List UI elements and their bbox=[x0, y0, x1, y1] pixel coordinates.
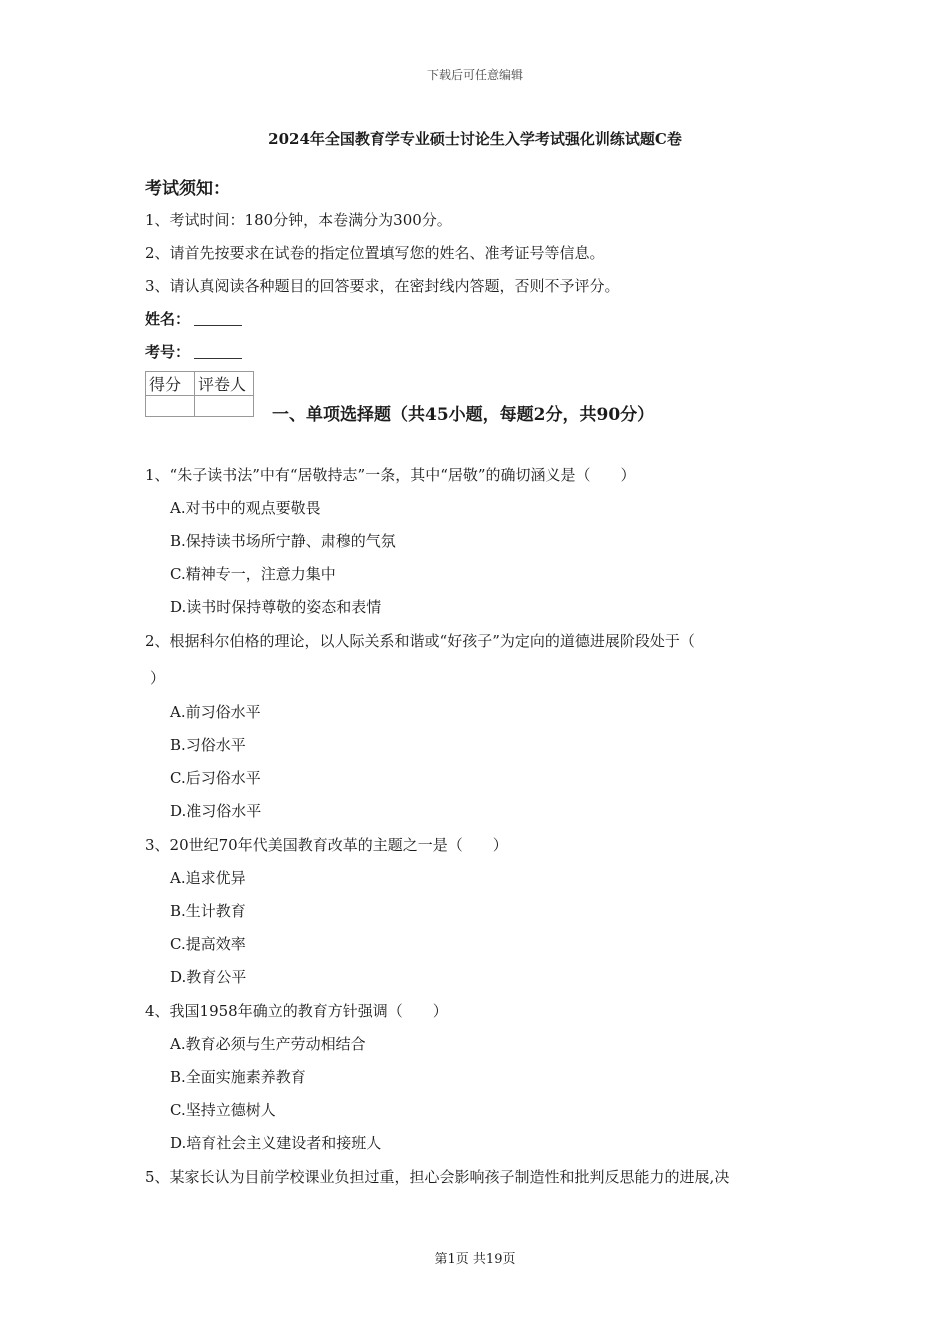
page-header: 下载后可任意编辑 bbox=[426, 68, 523, 82]
option-3b: B.生计教育 bbox=[170, 902, 246, 920]
option-4a: A.教育必须与生产劳动相结合 bbox=[170, 1035, 366, 1053]
notice-heading: 考试须知： bbox=[145, 179, 230, 199]
question-2-cont: ） bbox=[150, 669, 166, 687]
score-header: 得分 bbox=[146, 372, 195, 396]
option-1b: B.保持读书场所宁静、肃穆的气氛 bbox=[170, 532, 396, 550]
name-field bbox=[145, 308, 242, 329]
id-blank[interactable] bbox=[194, 343, 242, 359]
section-title: 一、单项选择题（共45小题，每题2分，共90分） bbox=[272, 405, 655, 425]
grader-table bbox=[145, 371, 254, 417]
page-footer: 第1页 共19页 bbox=[434, 1252, 516, 1267]
option-1a: A.对书中的观点要敬畏 bbox=[170, 499, 321, 517]
name-label: 姓名： bbox=[145, 310, 191, 328]
score-cell[interactable] bbox=[146, 396, 195, 417]
question-5: 5、某家长认为目前学校课业负担过重，担心会影响孩子制造性和批判反思能力的进展,决 bbox=[145, 1168, 730, 1186]
question-3: 3、20世纪70年代美国教育改革的主题之一是（ ） bbox=[145, 836, 508, 854]
option-2c: C.后习俗水平 bbox=[170, 769, 261, 787]
option-3d: D.教育公平 bbox=[170, 968, 247, 986]
option-1c: C.精神专一，注意力集中 bbox=[170, 565, 336, 583]
name-blank[interactable] bbox=[194, 310, 242, 326]
question-4: 4、我国1958年确立的教育方针强调（ ） bbox=[145, 1002, 448, 1020]
option-2d: D.准习俗水平 bbox=[170, 802, 262, 820]
option-2a: A.前习俗水平 bbox=[170, 703, 261, 721]
option-3a: A.追求优异 bbox=[170, 869, 246, 887]
grader-header: 评卷人 bbox=[195, 372, 254, 396]
option-4b: B.全面实施素养教育 bbox=[170, 1068, 306, 1086]
grader-cell[interactable] bbox=[195, 396, 254, 417]
question-1: 1、“朱子读书法”中有“居敬持志”一条，其中“居敬”的确切涵义是（ ） bbox=[145, 466, 636, 484]
question-2: 2、根据科尔伯格的理论，以人际关系和谐或“好孩子”为定向的道德进展阶段处于（ bbox=[145, 632, 695, 650]
notice-item: 1、考试时间：180分钟，本卷满分为300分。 bbox=[145, 211, 452, 229]
notice-item: 3、请认真阅读各种题目的回答要求，在密封线内答题，否则不予评分。 bbox=[145, 277, 620, 295]
option-3c: C.提高效率 bbox=[170, 935, 246, 953]
option-4d: D.培育社会主义建设者和接班人 bbox=[170, 1134, 382, 1152]
option-1d: D.读书时保持尊敬的姿态和表情 bbox=[170, 598, 382, 616]
option-4c: C.坚持立德树人 bbox=[170, 1101, 276, 1119]
notice-item: 2、请首先按要求在试卷的指定位置填写您的姓名、准考证号等信息。 bbox=[145, 244, 605, 262]
id-label: 考号： bbox=[145, 343, 191, 361]
id-field bbox=[145, 341, 242, 362]
option-2b: B.习俗水平 bbox=[170, 736, 246, 754]
exam-title: 2024年全国教育学专业硕士讨论生入学考试强化训练试题C卷 bbox=[268, 130, 682, 148]
